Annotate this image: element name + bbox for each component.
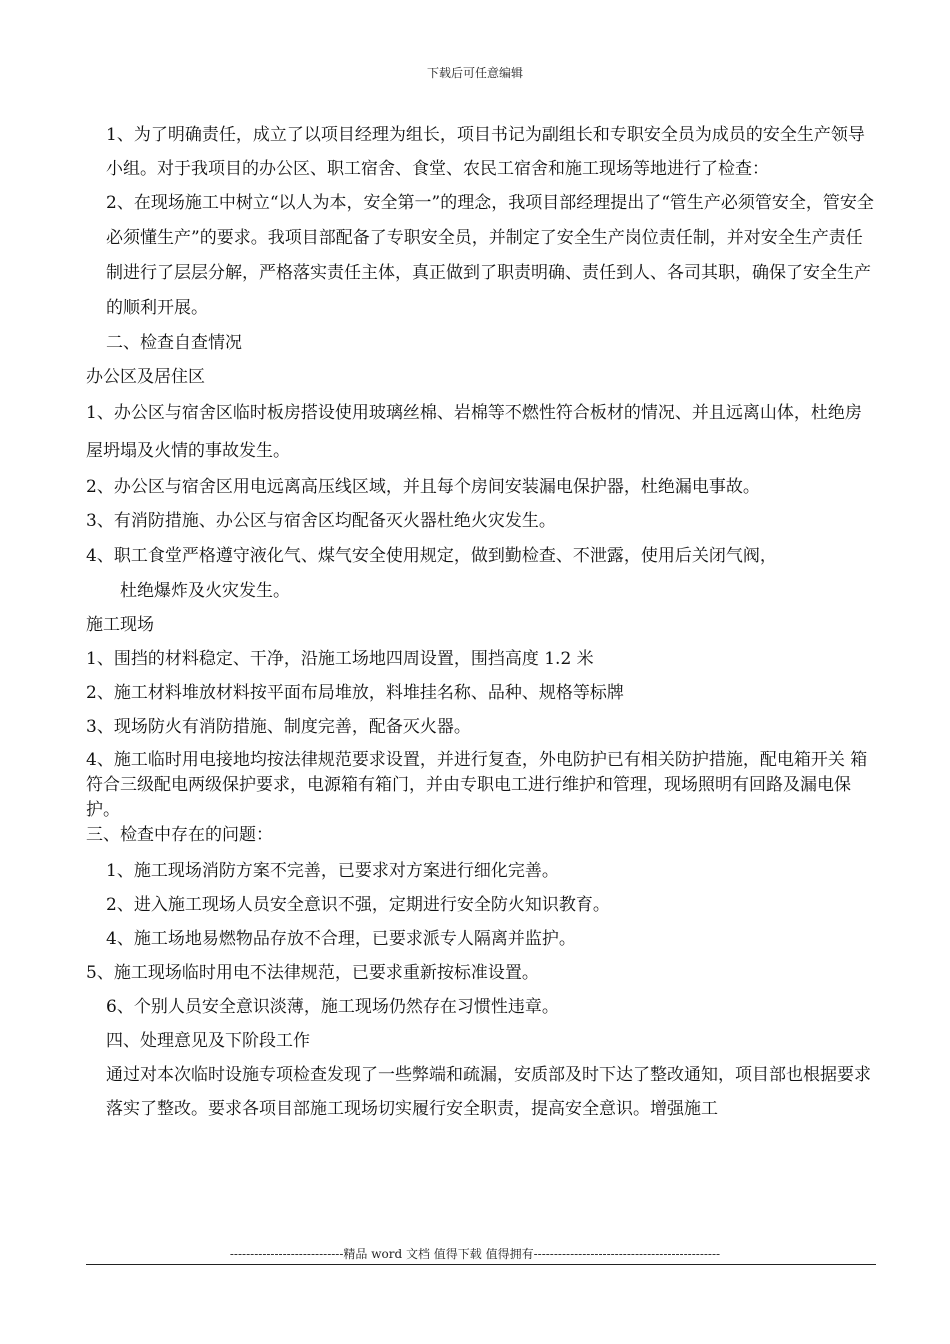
paragraph-1: 1、为了明确责任，成立了以项目经理为组长，项目书记为副组长和专职安全员为成员的安全生产领导小组。对于我项目的办公区、职工宿舍、食堂、农民工宿舍和施工现场等地进行了检查： (106, 125, 865, 179)
problem-item-4: 4、施工场地易燃物品存放不合理，已要求派专人隔离并监护。 (106, 929, 576, 949)
office-item-2: 2、办公区与宿舍区用电远离高压线区域，并且每个房间安装漏电保护器，杜绝漏电事故。 (86, 477, 760, 497)
section-heading-4: 四、处理意见及下阶段工作 (106, 1031, 310, 1051)
paragraph-conclusion: 通过对本次临时设施专项检查发现了一些弊端和疏漏，安质部及时下达了整改通知，项目部也根据要求落实了整改。要求各项目部施工现场切实履行安全职责，提高安全意识。增强施工 (106, 1065, 871, 1119)
site-item-3: 3、现场防火有消防措施、制度完善，配备灭火器。 (86, 717, 471, 737)
problem-item-6: 6、个别人员安全意识淡薄，施工现场仍然存在习惯性违章。 (106, 997, 559, 1017)
subheading-site: 施工现场 (86, 615, 154, 635)
site-item-1: 1、围挡的材料稳定、干净，沿施工场地四周设置，围挡高度 1.2 米 (86, 649, 594, 669)
section-heading-2: 二、检查自查情况 (106, 333, 242, 353)
office-item-1: 1、办公区与宿舍区临时板房搭设使用玻璃丝棉、岩棉等不燃性符合板材的情况、并且远离山体，杜绝房屋坍塌及火情的事故发生。 (86, 403, 862, 461)
office-item-4: 4、职工食堂严格遵守液化气、煤气安全使用规定，做到勤检查、不泄露，使用后关闭气阀， (86, 546, 777, 566)
office-item-3: 3、有消防措施、办公区与宿舍区均配备灭火器杜绝火灾发生。 (86, 511, 556, 531)
problem-item-1: 1、施工现场消防方案不完善，已要求对方案进行细化完善。 (106, 861, 559, 881)
footer-divider (86, 1264, 876, 1265)
page-footer: ----------------------------精品 word 文档 值得下载 值得拥有---------------------------------------------- (229, 1247, 721, 1261)
site-item-4: 4、施工临时用电接地均按法律规范要求设置，并进行复查，外电防护已有相关防护措施，配电箱开关 箱符合三级配电两级保护要求，电源箱有箱门，并由专职电工进行维护和管理，现场照明有回路及漏电保护。 (86, 750, 868, 820)
section-heading-3: 三、检查中存在的问题： (86, 825, 273, 845)
paragraph-2: 2、在现场施工中树立“以人为本，安全第一”的理念，我项目部经理提出了“管生产必须管安全，管安全必须懂生产”的要求。我项目部配备了专职安全员，并制定了安全生产岗位责任制，并对安全生产责任制进行了层层分解，严格落实责任主体，真正做到了职责明确、责任到人、各司其职，确保了安全生产的顺利开展。 (106, 193, 874, 318)
site-item-2: 2、施工材料堆放材料按平面布局堆放，料堆挂名称、品种、规格等标牌 (86, 683, 624, 703)
office-item-4-continued: 杜绝爆炸及火灾发生。 (120, 581, 290, 601)
subheading-office: 办公区及居住区 (86, 367, 205, 387)
problem-item-5: 5、施工现场临时用电不法律规范，已要求重新按标准设置。 (86, 963, 539, 983)
page-header: 下载后可任意编辑 (426, 66, 523, 80)
problem-item-2: 2、进入施工现场人员安全意识不强，定期进行安全防火知识教育。 (106, 895, 610, 915)
document-body (86, 118, 876, 1126)
